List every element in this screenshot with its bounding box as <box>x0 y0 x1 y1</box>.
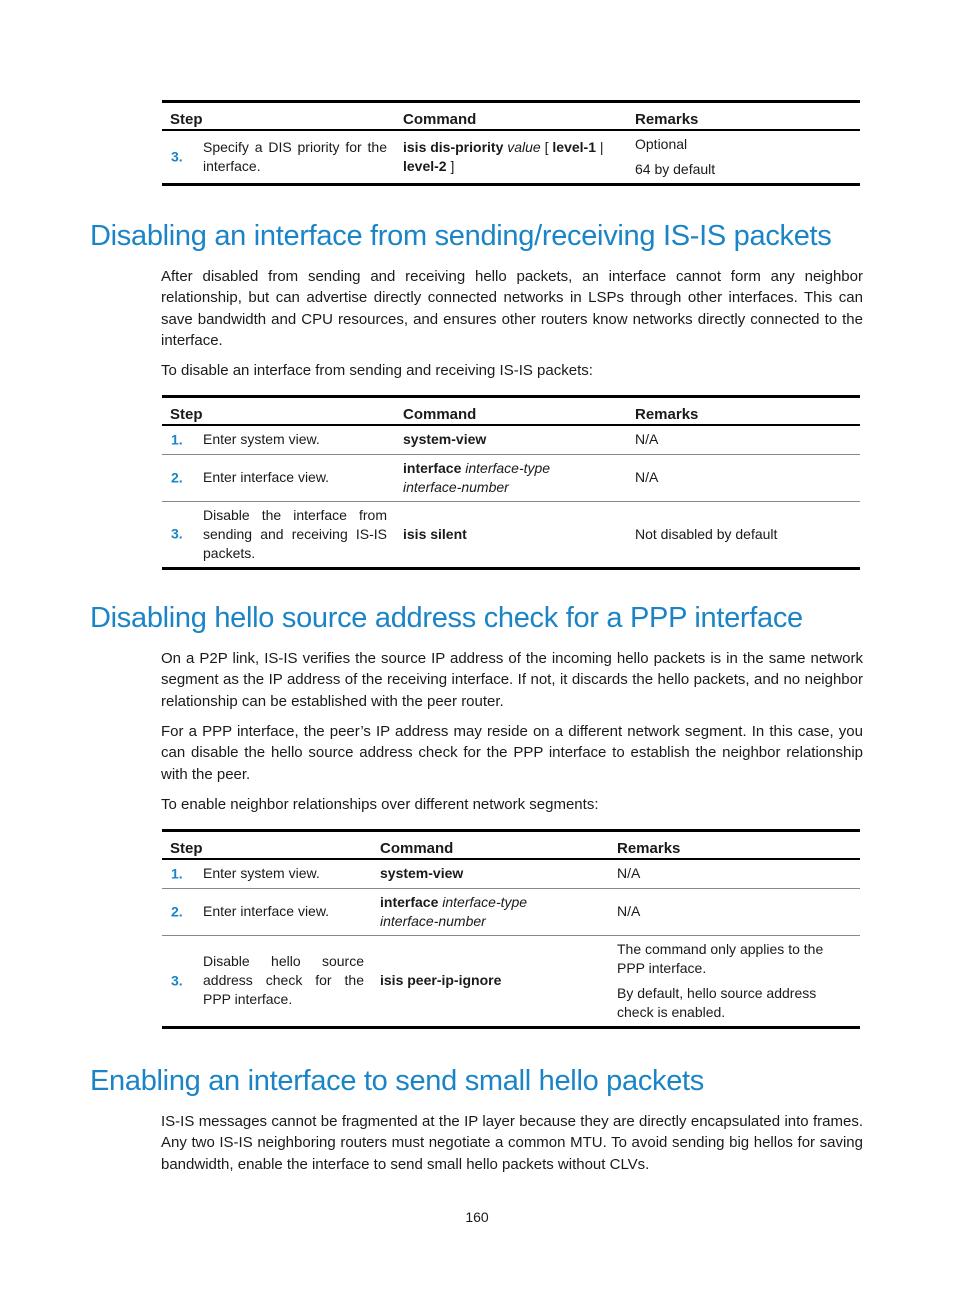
section1-intro: To disable an interface from sending and receiving IS-IS packets: <box>161 362 593 379</box>
command-cell <box>395 501 627 568</box>
step-number: 3. <box>171 148 183 165</box>
command-cell <box>395 130 627 185</box>
remarks-cell: Not disabled by default <box>635 525 778 542</box>
command-argument: interface-type <box>442 893 528 910</box>
section-heading-hello-source-check: Disabling hello source address check for a PPP interface <box>90 602 803 634</box>
step-number: 3. <box>171 525 183 542</box>
command-keyword: system-view <box>403 431 487 448</box>
step-description: Enter interface view. <box>203 469 330 485</box>
disable-packets-table <box>162 395 860 570</box>
step-cell <box>162 859 372 888</box>
command-cell <box>372 859 609 888</box>
table-row <box>162 935 860 1027</box>
command-argument: interface-number <box>403 478 509 495</box>
section-heading-small-hello: Enabling an interface to send small hello packets <box>90 1065 705 1097</box>
header-step: Step <box>170 840 203 857</box>
command-symbol: ] <box>450 158 455 174</box>
step-description: Specify a DIS priority for the interface. <box>203 139 387 174</box>
step-number: 2. <box>171 903 183 919</box>
command-cell <box>395 425 627 454</box>
step-description: Enter system view. <box>203 431 320 448</box>
command-keyword: interface <box>380 893 439 910</box>
remarks-cell <box>609 935 860 1027</box>
step-number: 1. <box>171 431 183 448</box>
command-keyword: level-1 <box>552 139 596 155</box>
remarks-cell: N/A <box>635 431 659 448</box>
command-argument: interface-number <box>380 912 486 929</box>
section2-paragraph: For a PPP interface, the peer’s IP address may reside on a different network segment. In this case, you can disable the hello source address check for the PPP interface to establish the neighbor relationship with the peer. <box>161 723 863 783</box>
step-description: Enter interface view. <box>203 903 330 919</box>
section-heading-disable-packets: Disabling an interface from sending/receiving IS-IS packets <box>90 220 832 252</box>
header-remarks: Remarks <box>635 406 699 423</box>
section2-paragraph: On a P2P link, IS-IS verifies the source IP address of the incoming hello packets is in the same network segment as the IP address of the receiving interface. If not, it discards the hello packets, and no neighbor relationship can be established with the peer router. <box>161 650 863 710</box>
step-cell <box>162 935 372 1027</box>
step-number: 2. <box>171 469 183 485</box>
command-cell <box>372 935 609 1027</box>
page-number: 160 <box>465 1209 489 1225</box>
table-row <box>162 130 860 185</box>
remark-line: N/A <box>617 903 641 919</box>
header-command: Command <box>403 111 477 128</box>
step-number: 1. <box>171 865 183 882</box>
command-keyword: isis dis-priority <box>403 139 504 155</box>
step-cell <box>162 454 395 501</box>
header-step: Step <box>170 111 203 128</box>
remark-line: Optional <box>635 136 688 152</box>
table-row <box>162 501 860 568</box>
table-header-row <box>162 102 860 131</box>
step-cell <box>162 130 395 185</box>
remarks-cell <box>609 859 860 888</box>
header-command: Command <box>380 840 454 857</box>
step-number: 3. <box>171 972 183 988</box>
remarks-cell: N/A <box>635 469 659 485</box>
command-cell <box>372 888 609 935</box>
header-remarks: Remarks <box>617 840 681 857</box>
step-description: Disable the interface from sending and receiving IS-IS packets. <box>203 506 387 561</box>
table-header-row <box>162 397 860 426</box>
table-row <box>162 454 860 501</box>
header-step: Step <box>170 406 203 423</box>
command-keyword: isis silent <box>403 525 467 542</box>
remark-line: By default, hello source address check is enabled. <box>617 984 817 1020</box>
header-remarks: Remarks <box>635 111 699 128</box>
remarks-cell <box>609 888 860 935</box>
command-symbol: [ <box>544 139 549 155</box>
remark-line: N/A <box>617 865 641 882</box>
remark-line: The command only applies to the PPP interface. <box>617 940 824 976</box>
step-cell <box>162 888 372 935</box>
section2-intro: To enable neighbor relationships over different network segments: <box>161 796 599 813</box>
table-row <box>162 859 860 888</box>
command-cell <box>395 454 627 501</box>
command-keyword: isis peer-ip-ignore <box>380 972 502 988</box>
step-cell <box>162 501 395 568</box>
step-description: Enter system view. <box>203 865 320 882</box>
command-keyword: level-2 <box>403 158 447 174</box>
command-keyword: interface <box>403 459 462 476</box>
hello-source-check-table <box>162 829 860 1029</box>
header-command: Command <box>403 406 477 423</box>
command-argument: interface-type <box>465 459 551 476</box>
table-header-row <box>162 831 860 860</box>
table-row <box>162 425 860 454</box>
section1-paragraph: After disabled from sending and receiving hello packets, an interface cannot form any neighbor relationship, but can advertise directly connected networks in LSPs through other interfaces. This can save bandwidth and CPU resources, and ensures other routers know networks directly connected to the interface. <box>161 268 863 349</box>
command-keyword: system-view <box>380 865 464 882</box>
step-description: Disable hello source address check for the PPP interface. <box>203 953 364 1007</box>
step-cell <box>162 425 395 454</box>
remark-line: 64 by default <box>635 161 716 177</box>
table-row <box>162 888 860 935</box>
command-symbol: | <box>599 139 604 155</box>
dis-priority-table <box>162 100 860 186</box>
remarks-cell <box>627 130 860 185</box>
section3-paragraph: IS-IS messages cannot be fragmented at the IP layer because they are directly encapsulated into frames. Any two IS-IS neighboring routers must negotiate a common MTU. To avoid sending big hellos for saving bandwidth, enable the interface to send small hello packets without CLVs. <box>161 1113 863 1173</box>
command-argument: value <box>507 139 541 155</box>
